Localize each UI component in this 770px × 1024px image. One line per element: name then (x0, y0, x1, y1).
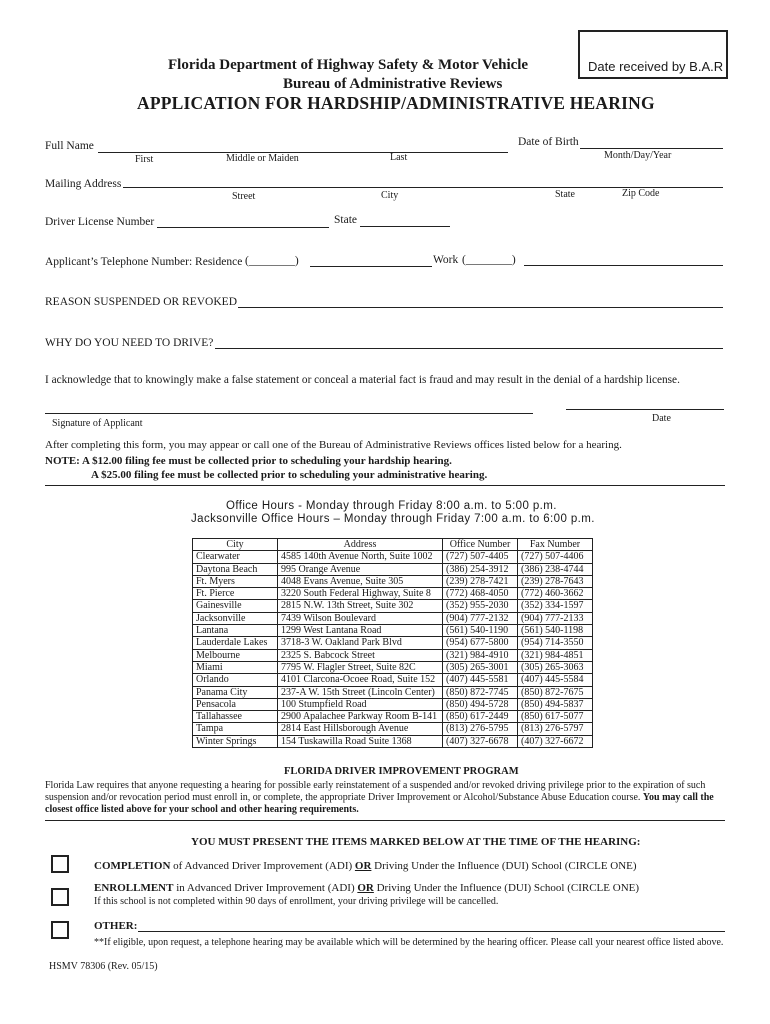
completion-or: OR (354, 860, 372, 872)
office-number: (904) 777-2132 (443, 612, 518, 624)
office-address: 3220 South Federal Highway, Suite 8 (278, 588, 443, 600)
office-number: (850) 494-5728 (443, 698, 518, 710)
table-row (193, 723, 593, 735)
col-office-number: Office Number (443, 539, 518, 551)
reason-label: REASON SUSPENDED OR REVOKED (45, 296, 238, 308)
office-address: 7795 W. Flagler Street, Suite 82C (278, 661, 443, 673)
full-name-label: Full Name (45, 140, 94, 152)
driver-license-label: Driver License Number (45, 216, 155, 228)
office-number: (321) 984-4910 (443, 649, 518, 661)
table-row (193, 563, 593, 575)
other-checkbox[interactable] (51, 921, 69, 939)
office-fax: (813) 276-5797 (518, 723, 593, 735)
program-text-2b: You may call the (642, 792, 714, 803)
office-number: (727) 507-4405 (443, 551, 518, 563)
offices-table-header (193, 539, 593, 551)
office-number: (813) 276-5795 (443, 723, 518, 735)
table-row (193, 637, 593, 649)
first-sublabel: First (135, 154, 154, 165)
office-fax: (727) 507-4406 (518, 551, 593, 563)
office-city: Tampa (193, 723, 278, 735)
table-row (193, 588, 593, 600)
office-fax: (305) 265-3063 (518, 661, 593, 673)
office-fax: (850) 872-7675 (518, 686, 593, 698)
office-address: 7439 Wilson Boulevard (278, 612, 443, 624)
date-received-box (578, 30, 728, 79)
enrollment-or: OR (357, 882, 374, 894)
dob-label: Date of Birth (518, 136, 579, 148)
office-address: 2815 N.W. 13th Street, Suite 302 (278, 600, 443, 612)
col-address: Address (278, 539, 443, 551)
program-text-3: closest office listed above for your school and other hearing requirements. (45, 804, 359, 815)
office-fax: (561) 540-1198 (518, 625, 593, 637)
table-row (193, 551, 593, 563)
office-fax: (407) 327-6672 (518, 735, 593, 747)
work-label: Work (433, 254, 459, 266)
table-row (193, 698, 593, 710)
office-fax: (386) 238-4744 (518, 563, 593, 575)
middle-sublabel: Middle or Maiden (226, 153, 299, 164)
office-number: (239) 278-7421 (443, 575, 518, 587)
table-row (193, 625, 593, 637)
items-heading: YOU MUST PRESENT THE ITEMS MARKED BELOW AT THE TIME OF THE HEARING: (191, 836, 641, 848)
enrollment-text-1: in Advanced Driver Improvement (ADI) (173, 882, 358, 894)
dl-state-label: State (334, 214, 357, 226)
office-address: 237-A W. 15th Street (Lincoln Center) (278, 686, 443, 698)
office-address: 4585 140th Avenue North, Suite 1002 (278, 551, 443, 563)
why-label: WHY DO YOU NEED TO DRIVE? (45, 337, 214, 349)
table-row (193, 600, 593, 612)
col-fax-number: Fax Number (518, 539, 593, 551)
signature-label: Signature of Applicant (52, 418, 143, 429)
office-fax: (904) 777-2133 (518, 612, 593, 624)
signature-date-label: Date (652, 413, 671, 424)
residence-phone-input[interactable] (310, 266, 432, 267)
table-row (193, 661, 593, 673)
completion-text-1: of Advanced Driver Improvement (ADI) (170, 860, 355, 872)
office-number: (954) 677-5800 (443, 637, 518, 649)
driver-license-input[interactable] (157, 227, 329, 228)
reason-input[interactable] (238, 307, 723, 308)
office-number: (352) 955-2030 (443, 600, 518, 612)
office-city: Ft. Pierce (193, 588, 278, 600)
office-city: Winter Springs (193, 735, 278, 747)
form-number: HSMV 78306 (Rev. 05/15) (49, 961, 158, 972)
other-input[interactable] (138, 931, 725, 932)
office-fax: (954) 714-3550 (518, 637, 593, 649)
table-row (193, 612, 593, 624)
office-number: (850) 872-7745 (443, 686, 518, 698)
office-city: Ft. Myers (193, 575, 278, 587)
work-area-code[interactable]: (________) (462, 254, 516, 266)
program-text-2a: suspension and/or revocation period must enroll in, or complete, the appropriate Driver Improvement or Alcohol/Substance Abuse Education course. (45, 792, 641, 803)
bureau-name: Bureau of Administrative Reviews (283, 76, 503, 92)
office-city: Gainesville (193, 600, 278, 612)
office-city: Tallahassee (193, 711, 278, 723)
completion-checkbox[interactable] (51, 855, 69, 873)
office-city: Miami (193, 661, 278, 673)
phone-label: Applicant’s Telephone Number: Residence (45, 256, 243, 268)
enrollment-note: If this school is not completed within 90 days of enrollment, your driving privilege will be cancelled. (94, 896, 499, 907)
office-number: (386) 254-3912 (443, 563, 518, 575)
office-fax: (850) 617-5077 (518, 711, 593, 723)
table-row (193, 575, 593, 587)
office-number: (850) 617-2449 (443, 711, 518, 723)
completion-text (94, 860, 637, 872)
date-received-label: Date received by B.A.R (588, 59, 724, 74)
office-address: 2900 Apalachee Parkway Room B-141 (278, 711, 443, 723)
signature-date-input[interactable] (566, 409, 724, 410)
office-address: 995 Orange Avenue (278, 563, 443, 575)
table-row (193, 674, 593, 686)
program-text-2 (45, 792, 714, 803)
program-text-1: Florida Law requires that anyone requesting a hearing for possible early reinstatement of a suspended and/or revoked driving privilege prior to the expiration of such (45, 780, 706, 791)
office-fax: (850) 494-5837 (518, 698, 593, 710)
dob-input[interactable] (580, 148, 723, 149)
completion-text-2: Driving Under the Influence (DUI) School (CIRCLE ONE) (371, 860, 637, 872)
office-address: 4101 Clarcona-Ocoee Road, Suite 152 (278, 674, 443, 686)
office-number: (305) 265-3001 (443, 661, 518, 673)
office-city: Lantana (193, 625, 278, 637)
office-city: Jacksonville (193, 612, 278, 624)
acknowledge-text: I acknowledge that to knowingly make a false statement or conceal a material fact is fraud and may result in the denial of a hardship license. (45, 374, 680, 386)
table-row (193, 735, 593, 747)
completion-label: COMPLETION (94, 860, 171, 872)
page-title: APPLICATION FOR HARDSHIP/ADMINISTRATIVE HEARING (137, 93, 655, 113)
enrollment-checkbox[interactable] (51, 888, 69, 906)
department-name: Florida Department of Highway Safety & Motor Vehicle (168, 57, 529, 73)
office-fax: (407) 445-5584 (518, 674, 593, 686)
office-address: 1299 West Lantana Road (278, 625, 443, 637)
office-hours: Office Hours - Monday through Friday 8:00 a.m. to 5:00 p.m. (226, 500, 557, 512)
other-label: OTHER: (94, 920, 138, 932)
office-city: Panama City (193, 686, 278, 698)
enrollment-label: ENROLLMENT (94, 882, 174, 894)
why-input[interactable] (215, 348, 723, 349)
office-city: Clearwater (193, 551, 278, 563)
col-city: City (193, 539, 278, 551)
last-sublabel: Last (390, 152, 408, 163)
note-administrative-fee: A $25.00 filing fee must be collected prior to scheduling your administrative hearing. (91, 469, 488, 481)
dob-format-sublabel: Month/Day/Year (604, 150, 672, 161)
state-sublabel: State (555, 189, 575, 200)
divider (45, 820, 725, 821)
office-fax: (352) 334-1597 (518, 600, 593, 612)
dl-state-input[interactable] (360, 226, 450, 227)
office-city: Lauderdale Lakes (193, 637, 278, 649)
office-city: Daytona Beach (193, 563, 278, 575)
work-phone-input[interactable] (524, 265, 723, 266)
program-heading: FLORIDA DRIVER IMPROVEMENT PROGRAM (284, 766, 519, 777)
office-address: 154 Tuskawilla Road Suite 1368 (278, 735, 443, 747)
table-row (193, 686, 593, 698)
office-address: 3718-3 W. Oakland Park Blvd (278, 637, 443, 649)
divider (45, 485, 725, 486)
office-city: Orlando (193, 674, 278, 686)
office-fax: (772) 460-3662 (518, 588, 593, 600)
office-fax: (321) 984-4851 (518, 649, 593, 661)
offices-table (192, 538, 593, 748)
office-address: 2814 East Hillsborough Avenue (278, 723, 443, 735)
city-sublabel: City (381, 190, 399, 201)
mailing-address-label: Mailing Address (45, 178, 122, 190)
office-city: Melbourne (193, 649, 278, 661)
zip-sublabel: Zip Code (622, 188, 660, 199)
office-number: (407) 445-5581 (443, 674, 518, 686)
table-row (193, 711, 593, 723)
enrollment-text (94, 882, 639, 894)
office-number: (772) 468-4050 (443, 588, 518, 600)
office-address: 2325 S. Babcock Street (278, 649, 443, 661)
table-row (193, 649, 593, 661)
office-number: (407) 327-6678 (443, 735, 518, 747)
after-completing-text: After completing this form, you may appear or call one of the Bureau of Administrative Reviews offices listed below for a hearing. (45, 439, 622, 451)
office-address: 4048 Evans Avenue, Suite 305 (278, 575, 443, 587)
street-sublabel: Street (232, 191, 256, 202)
office-number: (561) 540-1190 (443, 625, 518, 637)
enrollment-text-2: Driving Under the Influence (DUI) School (CIRCLE ONE) (373, 882, 640, 894)
office-city: Pensacola (193, 698, 278, 710)
phone-hearing-note: **If eligible, upon request, a telephone hearing may be available which will be determined by the hearing officer. Please call your nearest office listed above. (94, 937, 724, 948)
office-address: 100 Stumpfield Road (278, 698, 443, 710)
office-fax: (239) 278-7643 (518, 575, 593, 587)
residence-area-code[interactable]: (________) (245, 255, 299, 267)
signature-input[interactable] (45, 413, 533, 414)
jacksonville-hours: Jacksonville Office Hours – Monday through Friday 7:00 a.m. to 6:00 p.m. (191, 513, 595, 525)
note-hardship-fee: NOTE: A $12.00 filing fee must be collected prior to scheduling your hardship hearing. (45, 455, 452, 467)
full-name-input[interactable] (98, 152, 508, 153)
